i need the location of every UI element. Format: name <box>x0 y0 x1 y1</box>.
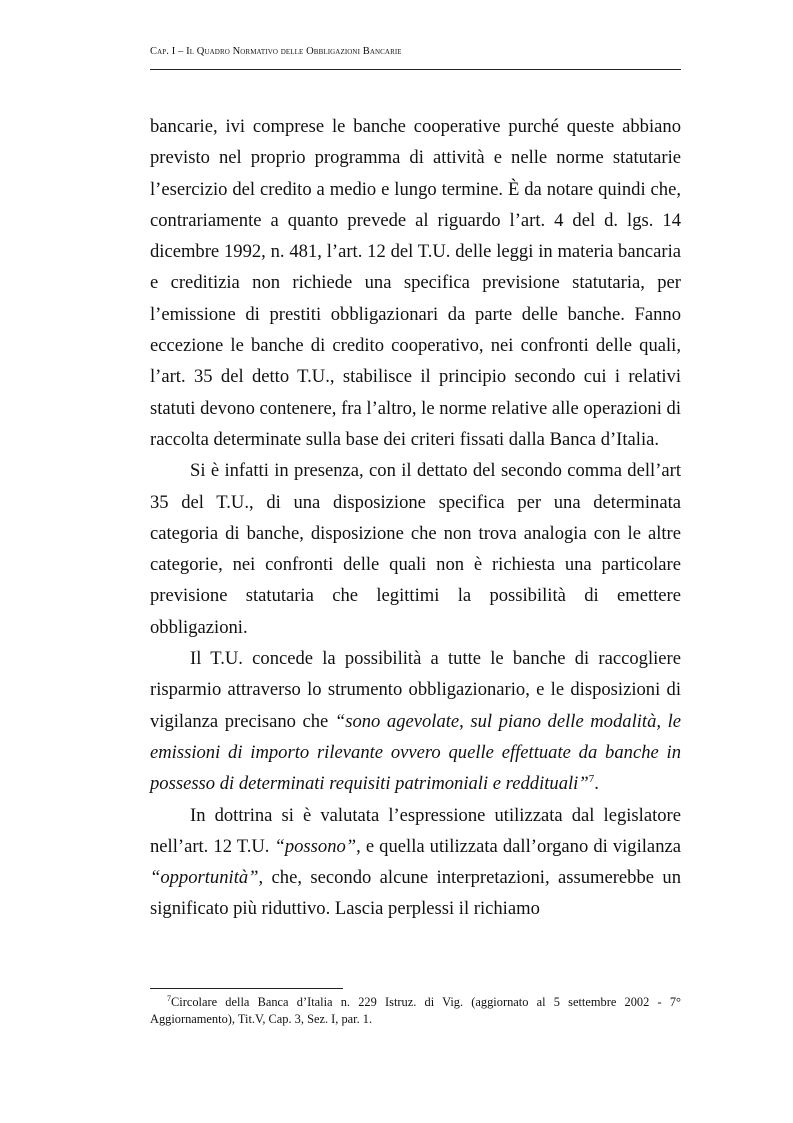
footnote <box>150 994 681 1027</box>
running-header-title: Cap. I – Il Quadro Normativo delle Obbligazioni Bancarie <box>150 46 402 57</box>
paragraph-4-text-e: , che, secondo alcune interpretazioni, assumerebbe un significato più riduttivo. Lascia perplessi il richiamo <box>150 867 681 920</box>
footnote-text: Circolare della Banca d’Italia n. 229 Istruz. di Vig. (aggiornato al 5 settembre 2002 - 7° Aggiornamento), Tit.V, Cap. 3, Sez. I, par. 1. <box>150 995 681 1026</box>
paragraph-2: Si è infatti in presenza, con il dettato del secondo comma dell’art 35 del T.U., di una disposizione specifica per una determinata categoria di banche, disposizione che non trova analogia con le altre categorie, nei confronti delle quali non è richiesta una particolare previsione statutaria che legittimi la possibilità di emettere obbligazioni. <box>150 460 681 638</box>
paragraph-4 <box>150 800 681 925</box>
quoted-term-opportunita: “opportunità” <box>150 867 259 889</box>
footnote-divider <box>150 988 343 989</box>
header-divider <box>150 69 681 70</box>
quoted-provision: “sono agevolate, sul piano delle modalità, le emissioni di importo rilevante ovvero quelle effettuate da banche in possesso di determinati requisiti patrimoniali e reddituali” <box>150 710 681 795</box>
paragraph-3 <box>150 643 681 799</box>
footnote-number: 7 <box>167 993 171 1003</box>
paragraph-4-text-c: , e quella utilizzata dall’organo di vigilanza <box>356 835 681 857</box>
paragraph-1: bancarie, ivi comprese le banche cooperative purché queste abbiano previsto nel proprio programma di attività e nelle norme statutarie l’esercizio del credito a medio e lungo termine. È da notare quindi che, contrariamente a quanto prevede al riguardo l’art. 4 del d. lgs. 14 dicembre 1992, n. 481, l’art. 12 del T.U. delle leggi in materia bancaria e creditizia non richiede una specifica previsione statutaria, per l’emissione di prestiti obbligazionari da parte delle banche. Fanno eccezione le banche di credito cooperativo, nei confronti delle quali, l’art. 35 del detto T.U., stabilisce il principio secondo cui i relativi statuti devono contenere, fra l’altro, le norme relative alle operazioni di raccolta determinate sulla base dei criteri fissati dalla Banca d’Italia. <box>150 116 681 450</box>
paragraph-4-text-a: In dottrina si è valutata l’espressione utilizzata dal legislatore nell’art. 12 T.U. <box>150 804 681 857</box>
paragraph-3-end: . <box>594 773 599 795</box>
footnote-reference[interactable]: 7 <box>588 773 595 786</box>
quoted-term-possono: “possono” <box>274 835 357 857</box>
running-header <box>150 46 402 57</box>
body-text <box>150 111 681 925</box>
paragraph-3-text: Il T.U. concede la possibilità a tutte le banche di raccogliere risparmio attraverso lo strumento obbligazionario, e le disposizioni di vigilanza precisano che <box>150 648 681 732</box>
